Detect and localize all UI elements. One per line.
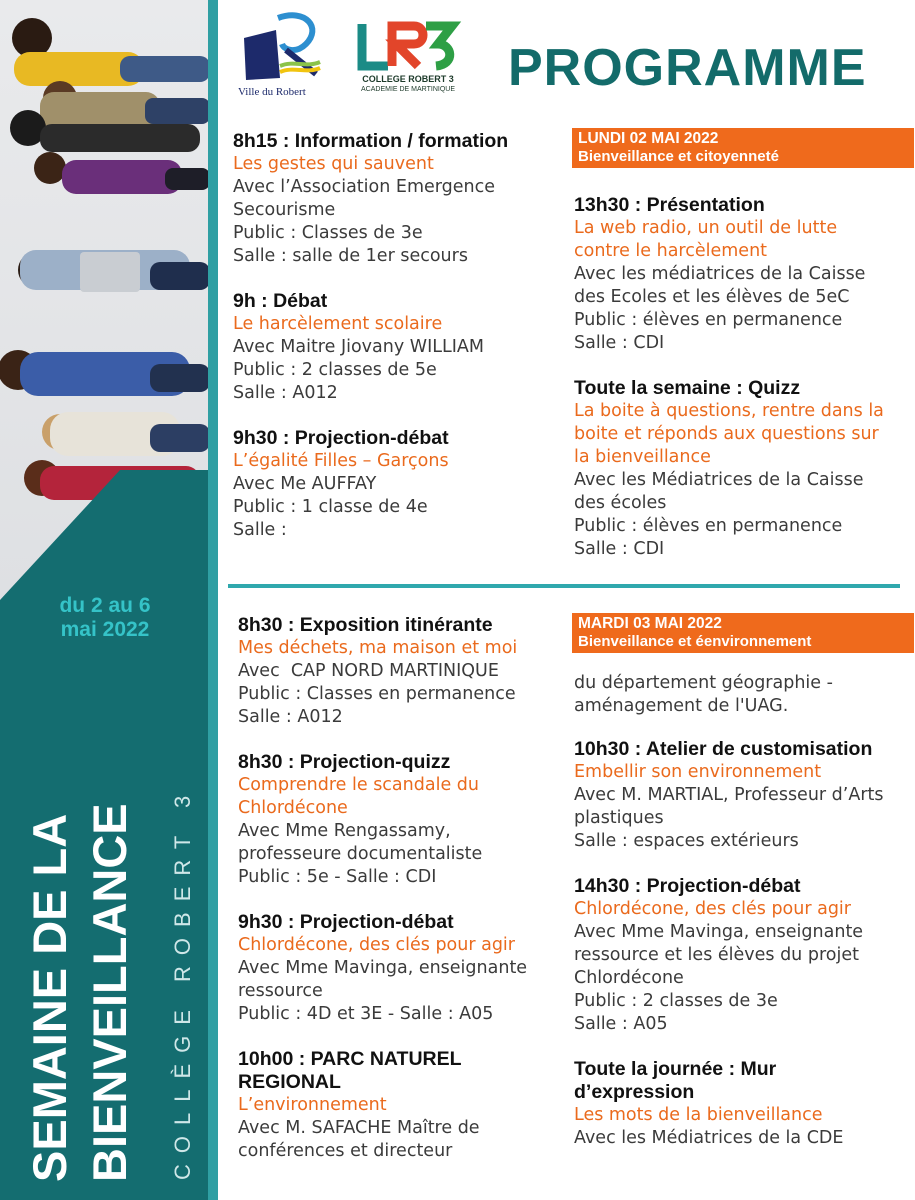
college-name-vertical: COLLÈGE ROBERT 3	[170, 784, 195, 1180]
mardi-left-column	[238, 614, 558, 1185]
event-lundi-1330: 13h30 : Présentation La web radio, un outil de lutte contre le harcèlement Avec les médiatrices de la Caisse des Ecoles et les élèves de 5eC Public : élèves en permanence Salle : CDI	[574, 194, 872, 353]
day-banner-mardi: MARDI 03 MAI 2022 Bienveillance et éenvironnement	[572, 613, 914, 653]
lundi-right-column	[574, 194, 896, 583]
event-mardi-parc: 10h00 : PARC NATUREL REGIONAL L’environnement Avec M. SAFACHE Maître de conférences et directeur	[238, 1048, 486, 1161]
ville-du-robert-logo: Ville du Robert	[236, 8, 328, 103]
event-mardi-930: 9h30 : Projection-débat Chlordécone, des clés pour agir Avec Mme Mavinga, enseignante ressource Public : 4D et 3E - Salle : A05	[238, 911, 533, 1024]
event-lundi-quizz: Toute la semaine : Quizz La boite à questions, rentre dans la boite et réponds aux questions sur la bienveillance Avec les Médiatrices de la Caisse des écoles Public : élèves en permanence Salle : CDI	[574, 377, 884, 559]
page-title: PROGRAMME	[508, 39, 867, 97]
mardi-right-column	[574, 672, 896, 1172]
event-mardi-exposition: 8h30 : Exposition itinérante Mes déchets, ma maison et moi Avec CAP NORD MARTINIQUE Public : Classes en permanence Salle : A012	[238, 614, 518, 727]
event-mardi-1030: 10h30 : Atelier de customisation Embellir son environnement Avec M. MARTIAL, Professeur d’Arts plastiques Salle : espaces extérieurs	[574, 738, 890, 851]
person-4	[34, 152, 210, 194]
college-robert-3-logo: COLLEGE ROBERT 3 ACADEMIE DE MARTINIQUE	[352, 16, 464, 102]
person-5	[18, 250, 210, 292]
person-6	[0, 350, 210, 396]
event-title-vertical: SEMAINE DE LA BIENVEILLANCE	[23, 803, 136, 1182]
section-divider	[228, 584, 900, 588]
day-banner-lundi: LUNDI 02 MAI 2022 Bienveillance et citoyenneté	[572, 128, 914, 168]
event-lundi-9h: 9h : Débat Le harcèlement scolaire Avec Maitre Jiovany WILLIAM Public : 2 classes de 5e Salle : A012	[233, 290, 484, 403]
date-range: du 2 au 6 mai 2022	[59, 594, 151, 641]
teal-edge	[208, 0, 218, 1200]
event-mardi-mur: Toute la journée : Mur d’expression Les mots de la bienveillance Avec les Médiatrices de la CDE	[574, 1058, 844, 1148]
person-1	[12, 18, 210, 86]
event-lundi-930: 9h30 : Projection-débat L’égalité Filles – Garçons Avec Me AUFFAY Public : 1 classe de 4e Salle :	[233, 427, 449, 540]
left-band	[0, 0, 218, 1200]
event-lundi-815: 8h15 : Information / formation Les gestes qui sauvent Avec l’Association Emergence Secourisme Public : Classes de 3e Salle : salle de 1er secours	[233, 130, 509, 266]
event-mardi-projection-quizz: 8h30 : Projection-quizz Comprendre le scandale du Chlordécone Avec Mme Rengassamy, professeure documentaliste Public : 5e - Salle : CDI	[238, 751, 483, 887]
person-7	[42, 412, 210, 456]
event-mardi-1430: 14h30 : Projection-débat Chlordécone, des clés pour agir Avec Mme Mavinga, enseignante ressource et les élèves du projet Chlordécone Public : 2 classes de 3e Salle : A05	[574, 875, 869, 1034]
lundi-left-column	[233, 130, 533, 564]
event-mardi-continuation: du département géographie - aménagement de l'UAG.	[574, 673, 839, 716]
